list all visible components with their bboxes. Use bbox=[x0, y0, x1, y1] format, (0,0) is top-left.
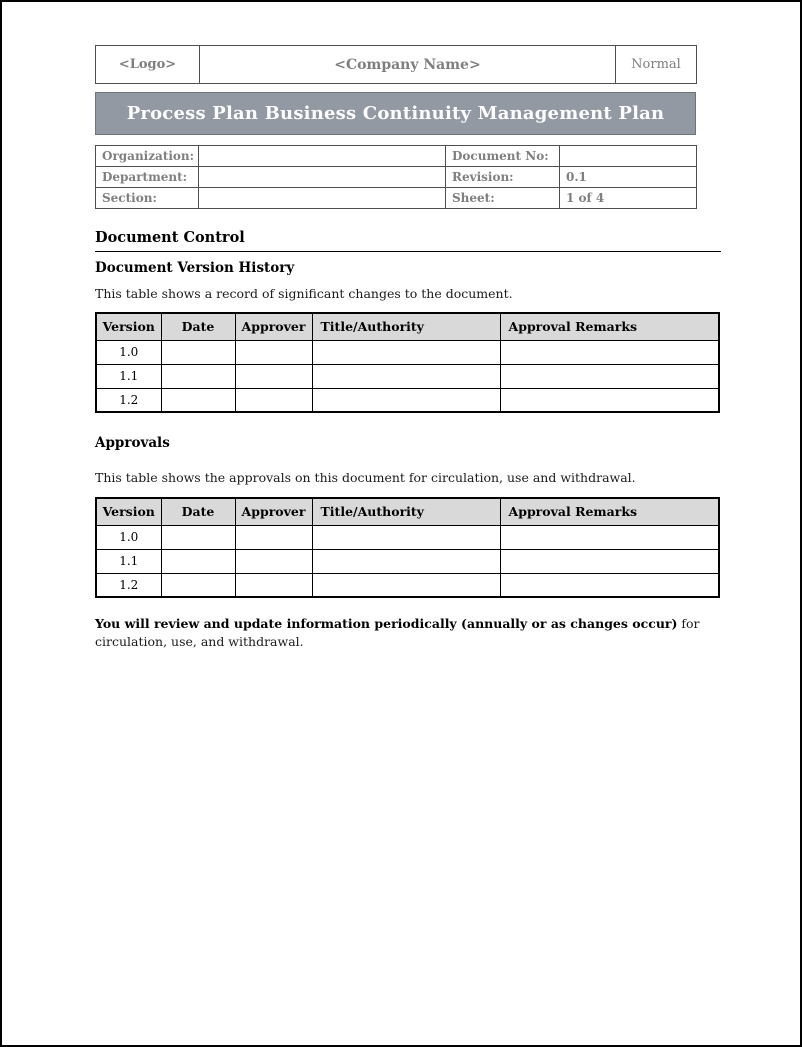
approver-cell-empty[interactable] bbox=[235, 525, 312, 549]
organization-label: Organization: bbox=[96, 146, 199, 167]
table-row bbox=[96, 388, 719, 412]
column-header-approver: Approver bbox=[235, 498, 312, 525]
meta-row-department bbox=[96, 167, 697, 188]
document-no-value-field[interactable] bbox=[560, 146, 697, 167]
organization-value-field[interactable] bbox=[199, 146, 446, 167]
version-history-table bbox=[95, 312, 720, 413]
column-header-version: Version bbox=[96, 498, 161, 525]
section-label: Section: bbox=[96, 188, 199, 209]
column-header-title-authority: Title/Authority bbox=[312, 498, 500, 525]
approval-remarks-cell-empty[interactable] bbox=[500, 549, 719, 573]
revision-label: Revision: bbox=[446, 167, 560, 188]
revision-value: 0.1 bbox=[560, 167, 697, 188]
date-cell-empty[interactable] bbox=[161, 573, 235, 597]
date-cell-empty[interactable] bbox=[161, 340, 235, 364]
title-authority-cell-empty[interactable] bbox=[312, 364, 500, 388]
review-note-regular: for circulation, use, and withdrawal. bbox=[95, 616, 700, 650]
approval-remarks-cell-empty[interactable] bbox=[500, 573, 719, 597]
approver-cell-empty[interactable] bbox=[235, 340, 312, 364]
document-no-label: Document No: bbox=[446, 146, 560, 167]
meta-row-organization bbox=[96, 146, 697, 167]
document-title: Process Plan Business Continuity Management Plan bbox=[126, 103, 665, 124]
approvals-header-row bbox=[96, 498, 719, 525]
department-label: Department: bbox=[96, 167, 199, 188]
table-row bbox=[96, 573, 719, 597]
document-title-banner bbox=[95, 92, 696, 135]
title-authority-cell-empty[interactable] bbox=[312, 388, 500, 412]
company-name-placeholder[interactable]: <Company Name> bbox=[200, 46, 616, 84]
title-authority-cell-empty[interactable] bbox=[312, 525, 500, 549]
version-cell: 1.1 bbox=[96, 364, 161, 388]
table-row bbox=[96, 364, 719, 388]
review-note bbox=[95, 615, 705, 651]
approvals-heading: Approvals bbox=[95, 435, 170, 451]
date-cell-empty[interactable] bbox=[161, 525, 235, 549]
column-header-approver: Approver bbox=[235, 313, 312, 340]
column-header-approval-remarks: Approval Remarks bbox=[500, 313, 719, 340]
meta-row-section bbox=[96, 188, 697, 209]
sheet-label: Sheet: bbox=[446, 188, 560, 209]
table-row bbox=[96, 340, 719, 364]
approval-remarks-cell-empty[interactable] bbox=[500, 340, 719, 364]
company-header-row bbox=[96, 46, 697, 84]
version-cell: 1.2 bbox=[96, 573, 161, 597]
department-value-field[interactable] bbox=[199, 167, 446, 188]
section-value-field[interactable] bbox=[199, 188, 446, 209]
approval-remarks-cell-empty[interactable] bbox=[500, 525, 719, 549]
approver-cell-empty[interactable] bbox=[235, 573, 312, 597]
approval-remarks-cell-empty[interactable] bbox=[500, 388, 719, 412]
date-cell-empty[interactable] bbox=[161, 549, 235, 573]
logo-placeholder[interactable]: <Logo> bbox=[96, 46, 200, 84]
column-header-title-authority: Title/Authority bbox=[312, 313, 500, 340]
column-header-version: Version bbox=[96, 313, 161, 340]
document-meta-table bbox=[95, 145, 697, 209]
column-header-date: Date bbox=[161, 498, 235, 525]
table-row bbox=[96, 525, 719, 549]
section-heading-document-control: Document Control bbox=[95, 229, 721, 252]
version-cell: 1.0 bbox=[96, 340, 161, 364]
sheet-value: 1 of 4 bbox=[560, 188, 697, 209]
column-header-date: Date bbox=[161, 313, 235, 340]
version-history-header-row bbox=[96, 313, 719, 340]
company-header-table bbox=[95, 45, 697, 84]
version-history-description: This table shows a record of significant changes to the document. bbox=[95, 286, 513, 301]
version-history-heading: Document Version History bbox=[95, 260, 295, 276]
approver-cell-empty[interactable] bbox=[235, 549, 312, 573]
table-row bbox=[96, 549, 719, 573]
title-authority-cell-empty[interactable] bbox=[312, 549, 500, 573]
version-cell: 1.2 bbox=[96, 388, 161, 412]
title-authority-cell-empty[interactable] bbox=[312, 573, 500, 597]
date-cell-empty[interactable] bbox=[161, 364, 235, 388]
review-note-bold: You will review and update information periodically (annually or as changes occur) bbox=[95, 616, 678, 631]
approvals-description: This table shows the approvals on this document for circulation, use and withdrawal. bbox=[95, 470, 636, 485]
title-authority-cell-empty[interactable] bbox=[312, 340, 500, 364]
column-header-approval-remarks: Approval Remarks bbox=[500, 498, 719, 525]
approver-cell-empty[interactable] bbox=[235, 388, 312, 412]
classification-badge: Normal bbox=[616, 46, 697, 84]
version-cell: 1.0 bbox=[96, 525, 161, 549]
date-cell-empty[interactable] bbox=[161, 388, 235, 412]
version-cell: 1.1 bbox=[96, 549, 161, 573]
approver-cell-empty[interactable] bbox=[235, 364, 312, 388]
approvals-table bbox=[95, 497, 720, 598]
approval-remarks-cell-empty[interactable] bbox=[500, 364, 719, 388]
